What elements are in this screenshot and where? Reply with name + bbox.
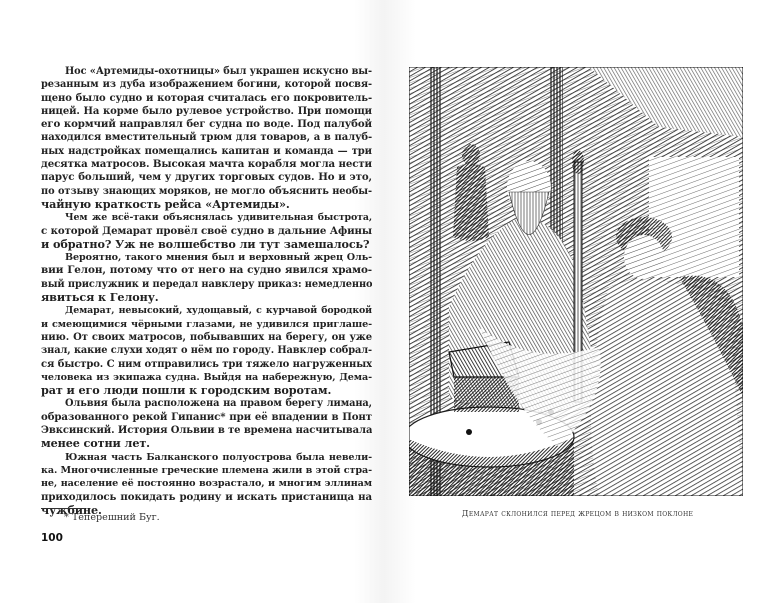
text-line: чайную краткость рейса «Артемиды». (41, 197, 290, 211)
text-line: рат и его люди пошли к городским воротам. (41, 384, 332, 398)
text-line: по отзыву знающих моряков, не могло объяснить необы- (41, 185, 372, 197)
text-line: Ольвия была расположена на правом берегу лимана, (65, 398, 372, 410)
body-text (41, 65, 372, 517)
text-line: вый прислужник и передал навклеру приказ: немедленно (41, 278, 372, 290)
text-line: не, население её постоянно возрастало, и многим эллинам (41, 478, 372, 490)
text-line: явиться к Гелону. (41, 291, 159, 305)
paragraph (41, 251, 372, 304)
paragraph (41, 304, 372, 397)
text-line: десятка матросов. Высокая мачта корабля могла нести (41, 158, 372, 171)
text-line: Южная часть Балканского полуострова была невели- (65, 451, 372, 463)
text-line: приходилось покидать родину и искать пристанища на (41, 490, 372, 503)
text-line: ницей. На корме было рулевое устройство. При помощи (41, 105, 372, 117)
text-line: Демарат, невысокий, худощавый, с курчавой бородкой (65, 305, 372, 317)
text-line: находился вместительный трюм для товаров, а в палуб- (41, 132, 372, 144)
text-line: человека из экипажа судна. Выйдя на набережную, Дема- (41, 371, 372, 383)
text-line: резанным из дуба изображением богини, которой посвя- (41, 79, 372, 91)
text-line: ных надстройках помещались капитан и команда — три (41, 145, 372, 157)
text-line: Чем же всё-таки объяснялась удивительная быстрота, (65, 212, 372, 224)
text-line: Вероятно, такого мнения был и верховный жрец Оль- (65, 252, 372, 264)
text-line: вии Гелон, потому что от него на судно явился храмо- (41, 264, 372, 277)
text-line: и обратно? Уж не волшебство ли тут замешалось? (41, 237, 370, 251)
page-number: 100 (41, 532, 63, 544)
footnote-divider (41, 508, 85, 509)
text-line: его кормчий направлял бег судна по воде. Под палубой (41, 118, 372, 131)
text-line: менее сотни лет. (41, 437, 150, 451)
illustration-caption: Демарат склонился перед жрецом в низком поклоне (461, 508, 694, 518)
text-line: и смеющимися чёрными глазами, не удивился приглаше- (41, 318, 372, 330)
text-line: ка. Многочисленные греческие племена жили в этой стра- (41, 464, 372, 476)
right-page (385, 0, 770, 603)
text-line: с которой Демарат провёл своё судно в дальние Афины (41, 224, 372, 237)
text-line: знал, какие слухи ходят о нём по городу. Навклер собрал- (41, 345, 372, 357)
text-line: чужбине. (41, 503, 102, 517)
paragraph (41, 211, 372, 251)
text-line: образованного рекой Гипанис* при её впадении в Понт (41, 410, 372, 423)
text-line: ся быстро. С ним отправились три тяжело нагруженных (41, 358, 372, 370)
text-line: Нос «Артемиды-охотницы» был украшен искусно вы- (65, 66, 372, 77)
text-line: щено было судно и которая считалась его покровитель- (41, 92, 372, 104)
engraving-image (409, 67, 743, 496)
paragraph (41, 451, 372, 517)
paragraph (41, 65, 372, 211)
paragraph (41, 397, 372, 450)
text-line: парус больший, чем у других торговых судов. Но и это, (41, 171, 372, 184)
footnote: * Теперешний Буг. (64, 512, 160, 523)
illustration (409, 67, 743, 496)
text-line: нию. От своих матросов, побывавших на берегу, он уже (41, 331, 372, 343)
text-line: Эвксинский. История Ольвии в те времена насчитывала (41, 425, 372, 437)
